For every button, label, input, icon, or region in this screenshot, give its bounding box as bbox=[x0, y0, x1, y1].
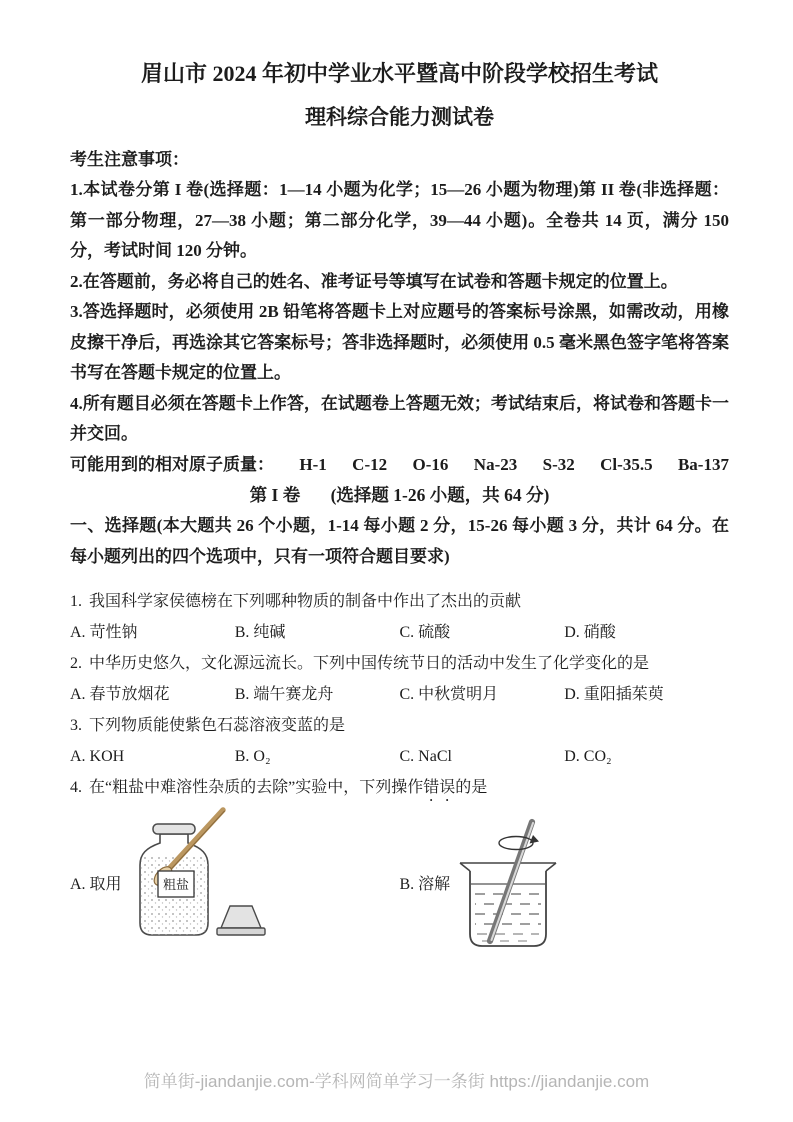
question-4 bbox=[70, 772, 729, 805]
question-2-text: 中华历史悠久，文化源远流长。下列中国传统节日的活动中发生了化学变化的是 bbox=[89, 655, 650, 672]
question-1-option-c: C. 硫酸 bbox=[399, 624, 451, 641]
question-4-text-emphasis: 错误 bbox=[423, 779, 456, 796]
question-2-option-d: D. 重阳插茱萸 bbox=[564, 686, 664, 703]
question-1-option-b: B. 纯碱 bbox=[234, 624, 286, 641]
stir-motion-icon bbox=[499, 835, 539, 850]
question-3-option-c: C. NaCl bbox=[399, 748, 452, 765]
question-2-number: 2. bbox=[70, 655, 82, 672]
salt-bottle-illustration bbox=[122, 807, 280, 957]
atomic-mass-o: O-16 bbox=[412, 454, 449, 474]
question-3-number: 3. bbox=[70, 717, 82, 734]
volume-title: 第 I 卷 bbox=[249, 485, 301, 505]
beaker-illustration bbox=[450, 807, 568, 957]
notice-item-3: 3.答选择题时，必须使用 2B 铅笔将答题卡上对应题号的答案标号涂黑，如需改动，用橡皮擦干净后，再选涂其它答案标号；答非选择题时，必须使用 0.5 毫米黑色签字笔将答案书写在答题卡规定的位置上。 bbox=[70, 302, 729, 382]
question-3 bbox=[70, 710, 729, 741]
question-2-option-c: C. 中秋赏明月 bbox=[399, 686, 499, 703]
question-3-option-b: B. O₂ bbox=[234, 748, 271, 765]
atomic-mass-na: Na-23 bbox=[473, 454, 518, 474]
exam-subtitle: 理科综合能力测试卷 bbox=[305, 105, 494, 129]
question-4-option-a bbox=[70, 807, 400, 957]
volume-heading bbox=[70, 480, 729, 511]
question-2-option-a: A. 春节放烟花 bbox=[70, 686, 170, 703]
bottle-lip bbox=[153, 824, 195, 834]
question-1 bbox=[70, 586, 729, 617]
question-4-options bbox=[70, 807, 729, 957]
liquid-dashes bbox=[475, 894, 541, 941]
question-2 bbox=[70, 648, 729, 679]
atomic-mass-cl: Cl-35.5 bbox=[600, 454, 653, 474]
bottle-label-text: 粗盐 bbox=[162, 877, 189, 892]
atomic-mass-h: H-1 bbox=[299, 454, 327, 474]
question-3-option-d: D. CO₂ bbox=[564, 748, 612, 765]
question-3-options bbox=[70, 741, 729, 772]
question-2-option-b: B. 端午赛龙舟 bbox=[234, 686, 334, 703]
section-heading: 一、选择题(本大题共 26 个小题，1-14 每小题 2 分，15-26 每小题 3 分，共计 64 分。在每小题列出的四个选项中，只有一项符合题目要求) bbox=[70, 516, 729, 566]
question-4-option-a-label: A. 取用 bbox=[70, 875, 122, 893]
volume-subtitle: (选择题 1-26 小题，共 64 分) bbox=[330, 485, 550, 505]
question-3-text: 下列物质能使紫色石蕊溶液变蓝的是 bbox=[89, 717, 346, 734]
watermark-footer: 简单街-jiandanjie.com-学科网简单学习一条街 https://jiandanjie.com bbox=[143, 1072, 650, 1091]
notice-item-1: 1.本试卷分第 I 卷(选择题：1—14 小题为化学；15—26 小题为物理)第 II 卷(非选择题：第一部分物理，27—38 小题；第二部分化学，39—44 小题)。全卷共 14 页，满分 150 分，考试时间 120 分钟。 bbox=[70, 180, 729, 260]
notice-item-2: 2.在答题前，务必将自己的姓名、准考证号等填写在试卷和答题卡规定的位置上。 bbox=[70, 271, 678, 291]
question-4-option-b bbox=[400, 807, 730, 957]
notice-heading: 考生注意事项： bbox=[70, 150, 189, 169]
atomic-mass-label: 可能用到的相对原子质量： bbox=[70, 454, 274, 474]
glass-rod-icon bbox=[490, 822, 533, 941]
question-4-number: 4. bbox=[70, 779, 82, 796]
question-1-text: 我国科学家侯德榜在下列哪种物质的制备中作出了杰出的贡献 bbox=[89, 593, 522, 610]
question-4-option-b-label: B. 溶解 bbox=[399, 875, 451, 893]
question-2-options bbox=[70, 679, 729, 710]
question-3-option-a: A. KOH bbox=[70, 748, 125, 765]
question-1-option-d: D. 硝酸 bbox=[564, 624, 616, 641]
exam-title: 眉山市 2024 年初中学业水平暨高中阶段学校招生考试 bbox=[140, 61, 658, 86]
question-4-text-before: 在“粗盐中难溶性杂质的去除”实验中，下列操作 bbox=[89, 779, 424, 796]
atomic-mass-c: C-12 bbox=[352, 454, 388, 474]
atomic-mass-row bbox=[70, 450, 729, 481]
question-4-text-after: 的是 bbox=[455, 779, 488, 796]
atomic-mass-ba: Ba-137 bbox=[677, 454, 729, 474]
question-1-option-a: A. 苛性钠 bbox=[70, 624, 138, 641]
atomic-mass-s: S-32 bbox=[542, 454, 575, 474]
question-1-number: 1. bbox=[70, 593, 82, 610]
bottle-stopper-icon bbox=[217, 906, 265, 935]
question-1-options bbox=[70, 617, 729, 648]
notice-item-4: 4.所有题目必须在答题卡上作答，在试题卷上答题无效；考试结束后，将试卷和答题卡一并交回。 bbox=[70, 393, 729, 443]
